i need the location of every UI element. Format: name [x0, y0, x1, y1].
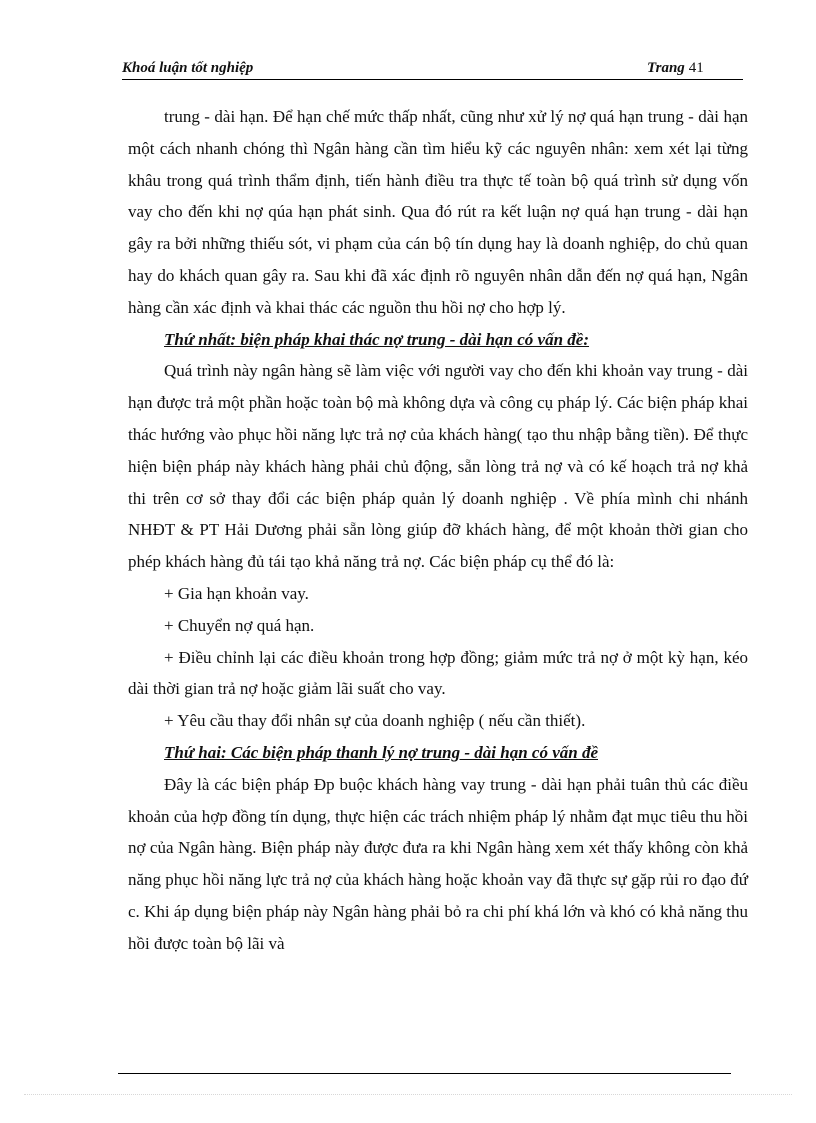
document-title: Khoá luận tốt nghiệp — [122, 60, 254, 76]
page-boundary — [24, 1094, 792, 1095]
paragraph-liquidation: Đây là các biện pháp Đp buộc khách hàng vay trung - dài hạn phải tuân thủ các điều khoản của hợp đồng tín dụng, thực hiện các trách nhiệm pháp lý nhằm đạt mục tiêu thu hồi nợ của Ngân hàng. Biện pháp này được đưa ra khi Ngân hàng xem xét thấy không còn khả năng phục hồi năng lực trả nợ của khách hàng hoặc khoản vay đã thực sự gặp rủi ro đạo đứ c. Khi áp dụng biện pháp này Ngân hàng phải bỏ ra chi phí khá lớn và khó có khả năng thu hồi được toàn bộ lãi và — [128, 774, 748, 953]
list-item-adjust-terms: + Điều chỉnh lại các điều khoản trong hợp đồng; giảm mức trả nợ ở một kỳ hạn, kéo dài thời gian trả nợ hoặc giảm lãi suất cho vay. — [128, 647, 748, 699]
section-heading-second: Thứ hai: Các biện pháp thanh lý nợ trung - dài hạn có vấn đề — [164, 742, 598, 762]
page-indicator — [647, 60, 704, 77]
page-header — [122, 57, 743, 80]
list-item-extension: + Gia hạn khoản vay. — [164, 583, 309, 603]
paragraph-intro: trung - dài hạn. Để hạn chế mức thấp nhất, cũng như xử lý nợ quá hạn trung - dài hạn một cách nhanh chóng thì Ngân hàng cần tìm hiểu kỹ các nguyên nhân: xem xét lại từng khâu trong quá trình thẩm định, tiến hành điều tra thực tế toàn bộ quá trình sử dụng vốn vay cho đến khi nợ qúa hạn phát sinh. Qua đó rút ra kết luận nợ quá hạn trung - dài hạn gây ra bởi những thiếu sót, vi phạm của cán bộ tín dụng hay là doanh nghiệp, do chủ quan hay do khách quan gây ra. Sau khi đã xác định rõ nguyên nhân dẫn đến nợ quá hạn, Ngân hàng cần xác định và khai thác các nguồn thu hồi nợ cho hợp lý. — [128, 107, 748, 317]
page-number: 41 — [688, 60, 704, 76]
list-item-transfer: + Chuyển nợ quá hạn. — [164, 615, 315, 635]
list-item-personnel: + Yêu cầu thay đổi nhân sự của doanh nghiệp ( nếu cần thiết). — [164, 711, 586, 731]
paragraph-exploitation: Quá trình này ngân hàng sẽ làm việc với người vay cho đến khi khoản vay trung - dài hạn được trả một phần hoặc toàn bộ mà không dựa và công cụ pháp lý. Các biện pháp khai thác hướng vào phục hồi năng lực trả nợ của khách hàng( tạo thu nhập bằng tiền). Để thực hiện biện pháp này khách hàng phải chủ động, sẵn lòng trả nợ và có kế hoạch trả nợ khả thi trên cơ sở thay đổi các biện pháp quản lý doanh nghiệp . Về phía mình chi nhánh NHĐT & PT Hải Dương phải sẵn lòng giúp đỡ khách hàng, để một khoản thời gian cho phép khách hàng đủ tái tạo khả năng trả nợ. Các biện pháp cụ thể đó là: — [128, 361, 748, 572]
document-body — [128, 101, 748, 960]
page-label: Trang — [647, 60, 685, 76]
footer-divider — [118, 1073, 731, 1074]
section-heading-first: Thứ nhất: biện pháp khai thác nợ trung - dài hạn có vấn đề: — [164, 329, 590, 349]
